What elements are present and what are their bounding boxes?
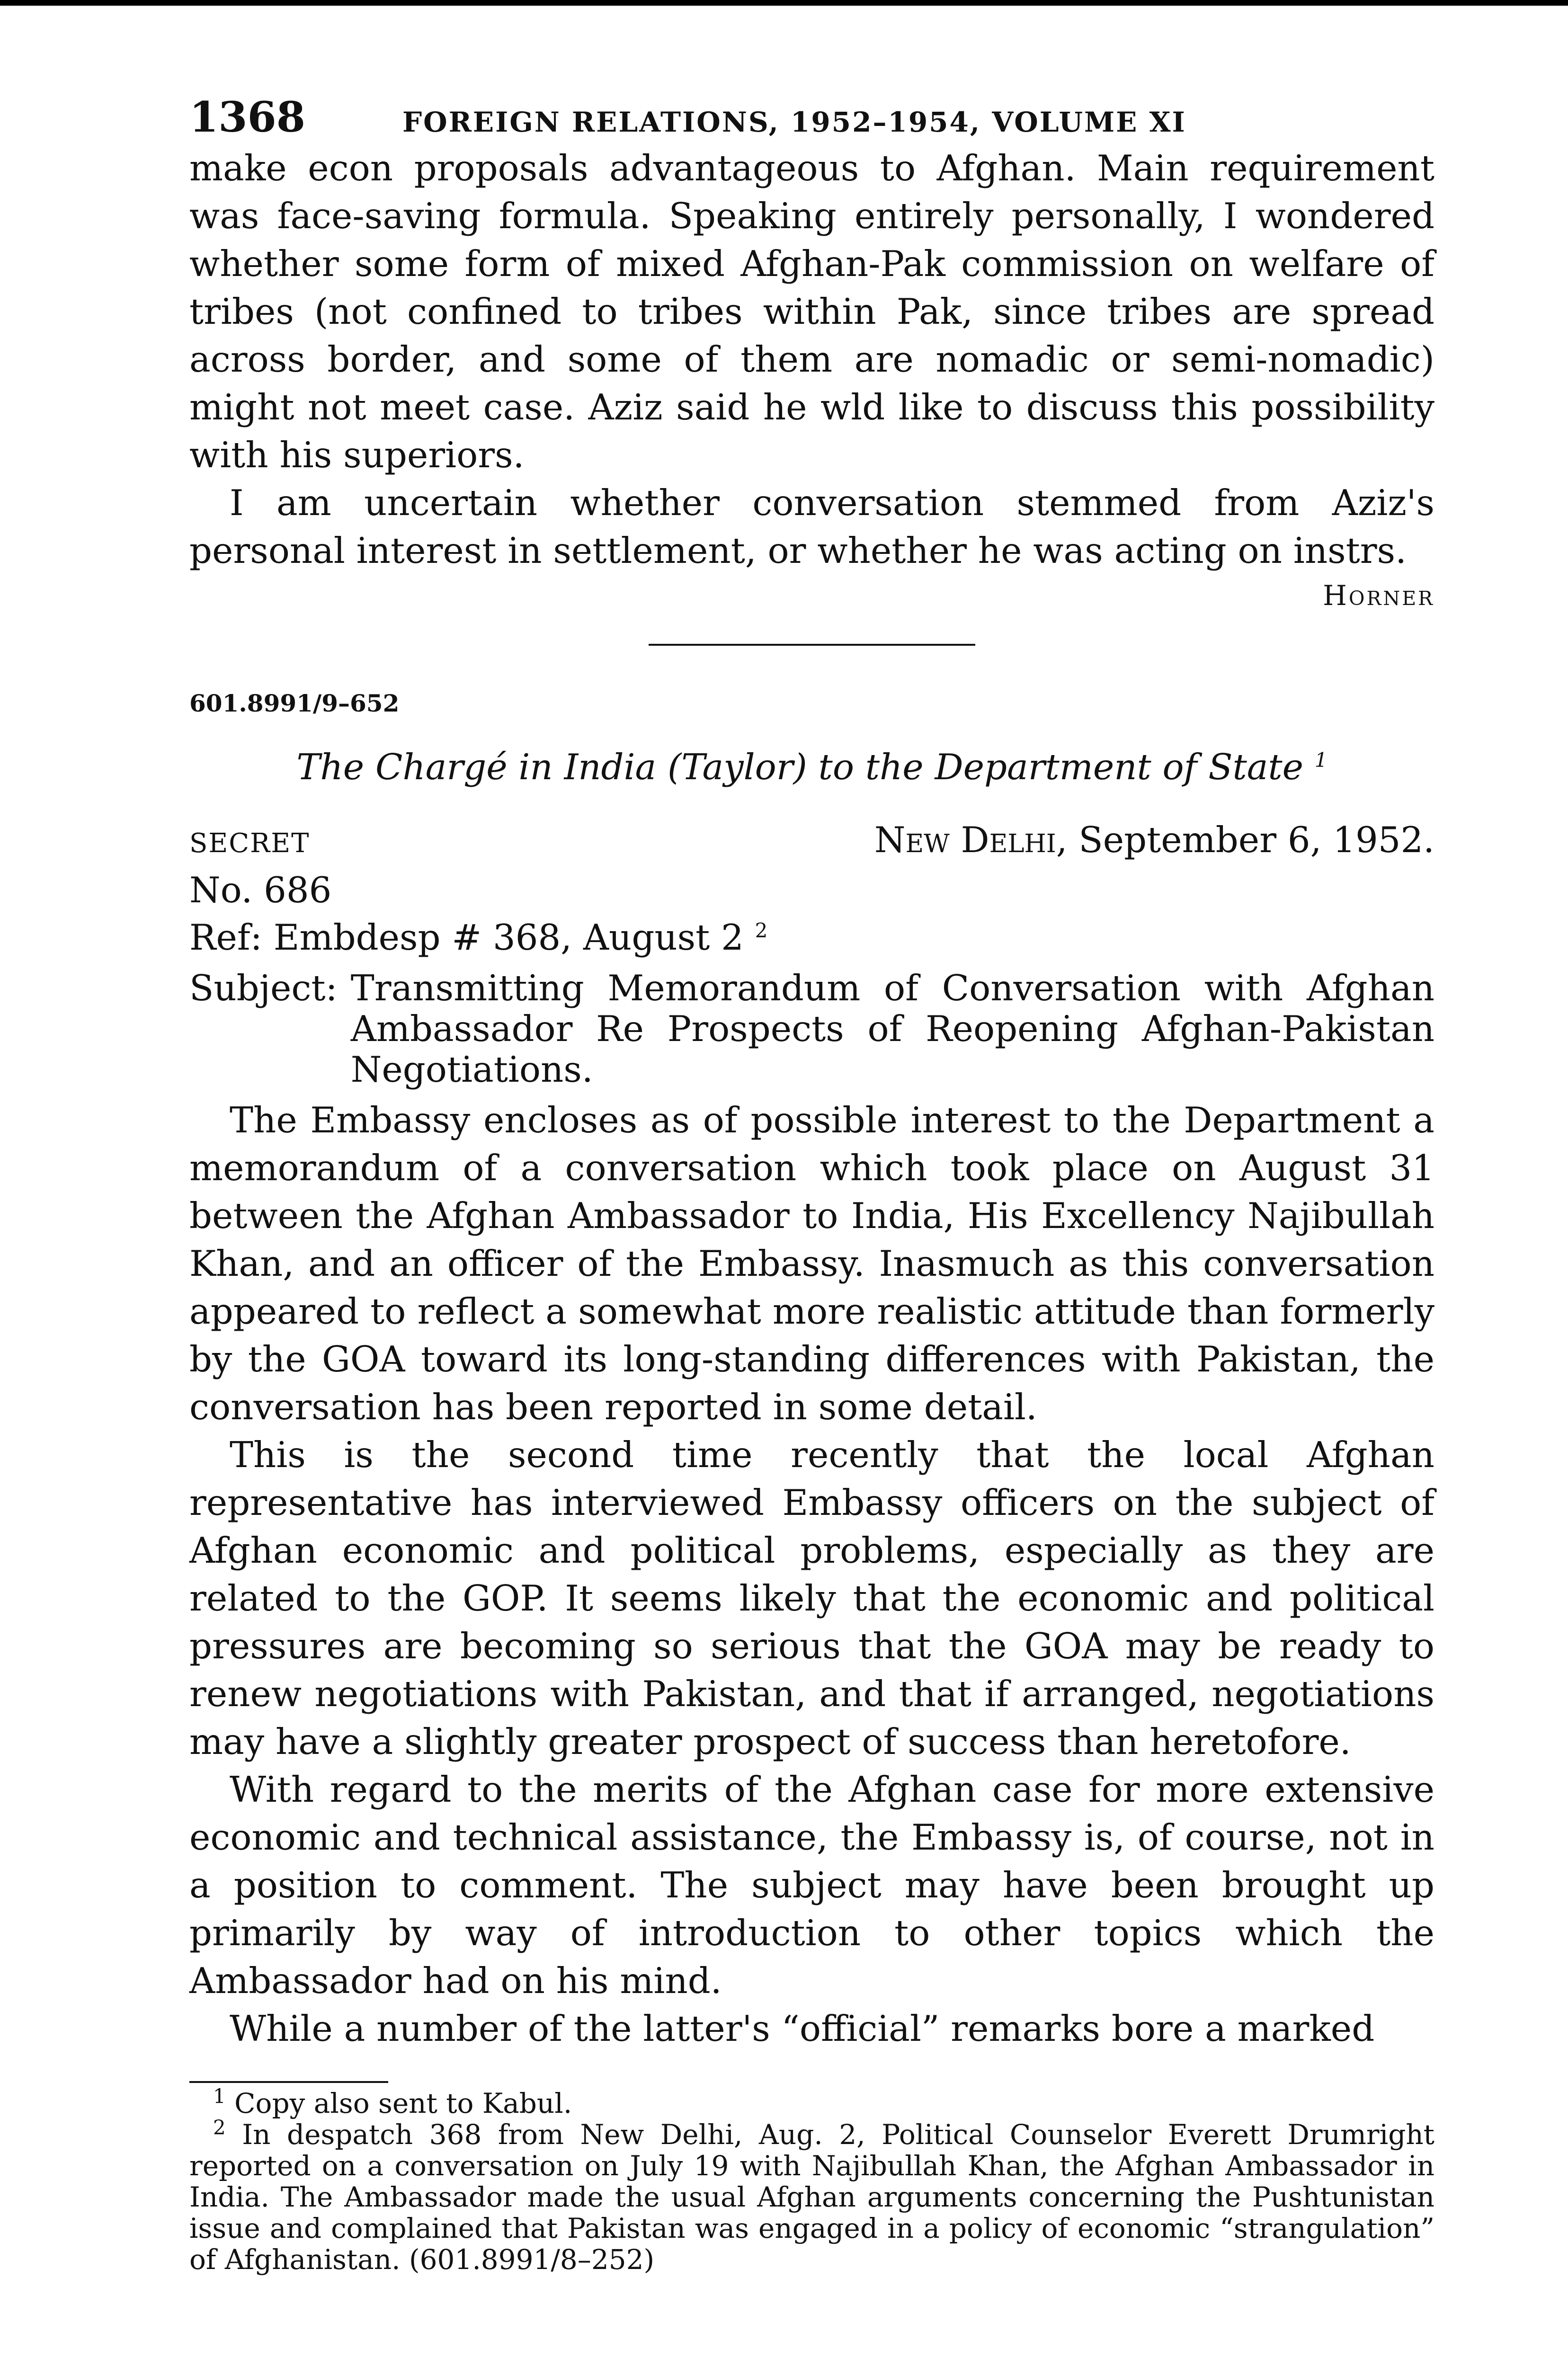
body-paragraph: While a number of the latter's “official” remarks bore a marked: [230, 2008, 1375, 2049]
subject-label: Subject:: [189, 967, 338, 1009]
document-title: [189, 743, 1434, 791]
signature-horner: Horner: [1323, 579, 1434, 612]
closing-paragraph: I am uncertain whether conversation stemmed from Aziz's personal interest in settlement, or whether he was acting on instrs.: [189, 482, 1434, 571]
file-number: 601.8991/9–652: [189, 689, 400, 717]
dateline: [189, 819, 1434, 866]
document-page: [189, 92, 1434, 2275]
page-number: 1368: [189, 92, 305, 142]
classification-marking: SECRET: [189, 828, 310, 859]
date: , September 6, 1952.: [1056, 819, 1434, 861]
footnote-text: Copy also sent to Kabul.: [225, 2087, 572, 2119]
place-date: [874, 819, 1434, 861]
footnote-text: In despatch 368 from New Delhi, Aug. 2, Political Counselor Everett Drumright reported on a conversation on July 19 with Najibullah Khan, the Afghan Ambassador in India. The Ambassador made the usual Afghan arguments concerning the Pushtunistan issue and complained that Pakistan was engaged in a policy of economic “strangulation” of Afghanistan. (601.8991/8–252): [189, 2118, 1434, 2276]
body-paragraph: This is the second time recently that the local Afghan representative has interviewed Embassy officers on the subject of Afghan economic and political problems, especially as they are related to the GOP. It seems likely that the economic and political pressures are becoming so serious that the GOA may be ready to renew negotiations with Pakistan, and that if arranged, negotiations may have a slightly greater prospect of success than heretofore.: [189, 1434, 1434, 1762]
reference-line: [189, 914, 1434, 961]
footnote-ref-1: 1: [1314, 748, 1327, 772]
running-head: FOREIGN RELATIONS, 1952–1954, VOLUME XI: [402, 106, 1186, 138]
footnote-2: [189, 2116, 1434, 2276]
footnote-rule: [189, 2081, 388, 2083]
place: New Delhi: [874, 819, 1056, 861]
footnote-ref-2: 2: [755, 919, 768, 942]
subject-text: Transmitting Memorandum of Conversation with Afghan Ambassador Re Prospects of Reopening Afghan-Pakistan Negotiations.: [350, 967, 1434, 1090]
body-paragraph: The Embassy encloses as of possible interest to the Department a memorandum of a conversation which took place on August 31 between the Afghan Ambassador to India, His Excellency Najibullah Khan, and an officer of the Embassy. Inasmuch as this conversation appeared to reflect a somewhat more realistic attitude than formerly by the GOA toward its long-standing differences with Pakistan, the conversation has been reported in some detail.: [189, 1099, 1434, 1428]
top-border-rule: [0, 0, 1568, 6]
body-paragraph: With regard to the merits of the Afghan case for more extensive economic and technical assistance, the Embassy is, of course, not in a position to comment. The subject may have been brought up primarily by way of introduction to other topics which the Ambassador had on his mind.: [189, 1769, 1434, 2002]
page-header: [189, 92, 1434, 144]
subject-line: [189, 968, 1434, 1090]
despatch-number: No. 686: [189, 869, 332, 911]
footnote-1: [189, 2084, 1434, 2119]
reference-text: Ref: Embdesp # 368, August 2: [189, 917, 744, 958]
section-divider: [649, 644, 975, 646]
footnote-marker: 2: [213, 2116, 226, 2139]
previous-document-continuation: [189, 144, 1434, 622]
continued-paragraph: make econ proposals advantageous to Afghan. Main requirement was face-saving formula. Speaking entirely personally, I wondered whether some form of mixed Afghan-Pak commission on welfare of tribes (not confined to tribes within Pak, since tribes are spread across border, and some of them are nomadic or semi-nomadic) might not meet case. Aziz said he wld like to discuss this possibility with his superiors.: [189, 147, 1434, 476]
footnote-marker: 1: [213, 2084, 226, 2108]
document-title-text: The Chargé in India (Taylor) to the Department of State: [296, 746, 1304, 788]
